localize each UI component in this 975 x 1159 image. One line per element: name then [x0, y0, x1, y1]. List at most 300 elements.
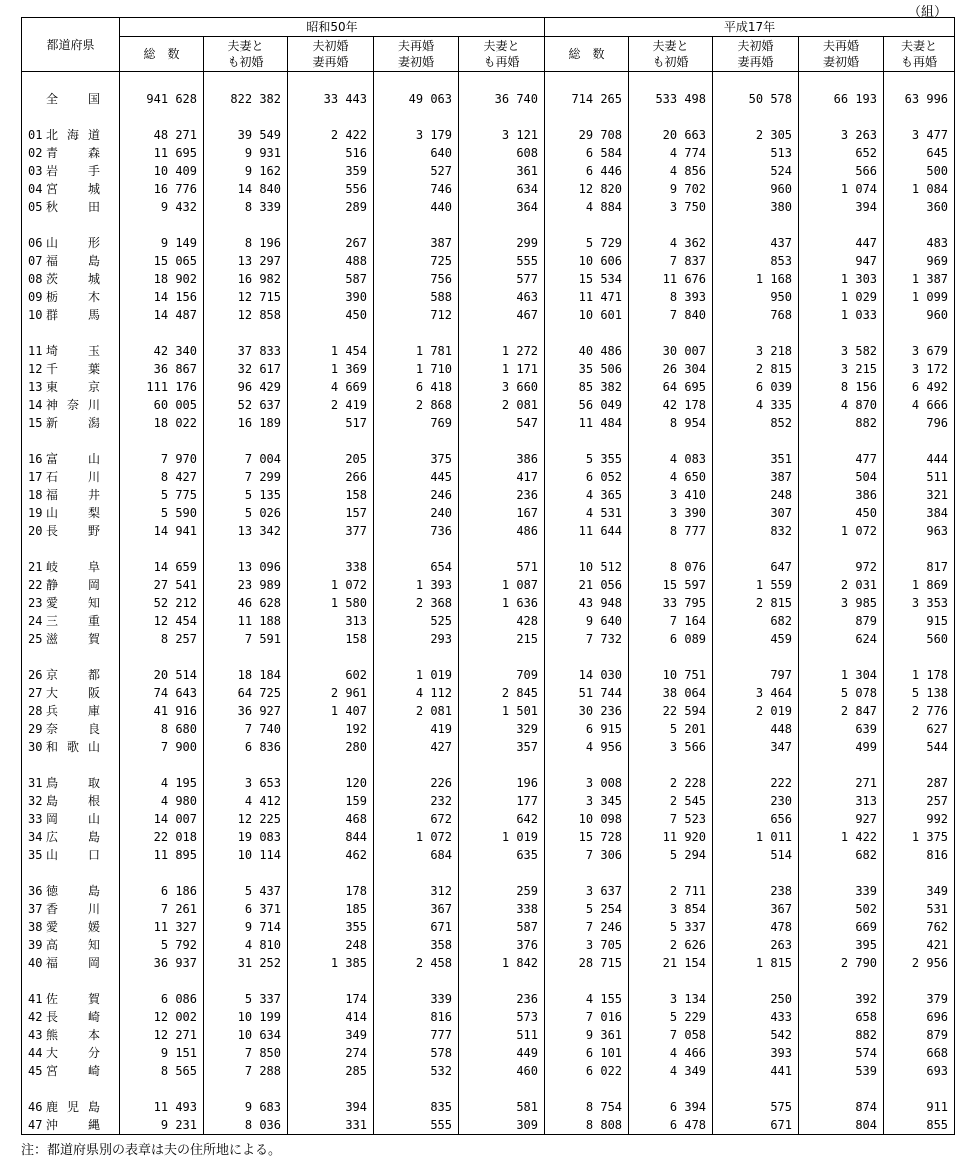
spacer-cell	[545, 1080, 629, 1098]
spacer-cell	[799, 432, 884, 450]
value-cell: 1 369	[288, 360, 374, 378]
value-cell: 555	[374, 1116, 459, 1135]
value-cell: 950	[713, 288, 799, 306]
value-cell: 271	[799, 774, 884, 792]
value-cell: 8 754	[545, 1098, 629, 1116]
value-cell: 386	[459, 450, 545, 468]
value-cell: 822 382	[204, 90, 288, 108]
prefecture-name: 秋田	[46, 200, 100, 214]
prefecture-code: 19	[28, 506, 43, 520]
spacer-cell	[884, 972, 955, 990]
value-cell: 4 669	[288, 378, 374, 396]
header-column	[204, 37, 288, 72]
value-cell: 796	[884, 414, 955, 432]
value-cell: 544	[884, 738, 955, 756]
value-cell: 1 393	[374, 576, 459, 594]
spacer-cell	[629, 1080, 713, 1098]
value-cell: 21 154	[629, 954, 713, 972]
prefecture-name: 神奈川	[46, 398, 100, 412]
table-row	[22, 666, 955, 684]
value-cell: 177	[459, 792, 545, 810]
prefecture-name: 沖縄	[46, 1118, 100, 1132]
spacer-cell	[545, 216, 629, 234]
value-cell: 3 566	[629, 738, 713, 756]
spacer-row	[22, 648, 955, 666]
value-cell: 2 422	[288, 126, 374, 144]
spacer-cell	[204, 432, 288, 450]
spacer-cell	[545, 648, 629, 666]
table-row	[22, 1098, 955, 1116]
prefecture-name: 青森	[46, 146, 100, 160]
prefecture-cell	[22, 630, 120, 648]
value-cell: 556	[288, 180, 374, 198]
value-cell: 28 715	[545, 954, 629, 972]
value-cell: 12 715	[204, 288, 288, 306]
value-cell: 8 156	[799, 378, 884, 396]
value-cell: 10 512	[545, 558, 629, 576]
value-cell: 1 636	[459, 594, 545, 612]
spacer-cell	[374, 216, 459, 234]
value-cell: 5 254	[545, 900, 629, 918]
value-cell: 879	[884, 1026, 955, 1044]
prefecture-cell	[22, 198, 120, 216]
value-cell: 5 590	[120, 504, 204, 522]
prefecture-code: 09	[28, 290, 43, 304]
header-column	[545, 37, 629, 72]
value-cell: 31 252	[204, 954, 288, 972]
prefecture-cell	[22, 576, 120, 594]
value-cell: 9 149	[120, 234, 204, 252]
header-column-line: 夫再婚	[823, 39, 860, 53]
table-row	[22, 1062, 955, 1080]
value-cell: 33 443	[288, 90, 374, 108]
value-cell: 394	[799, 198, 884, 216]
prefecture-code: 34	[28, 830, 43, 844]
value-cell: 23 989	[204, 576, 288, 594]
value-cell: 307	[713, 504, 799, 522]
spacer-cell	[120, 972, 204, 990]
spacer-cell	[22, 1080, 120, 1098]
value-cell: 38 064	[629, 684, 713, 702]
value-cell: 19 083	[204, 828, 288, 846]
spacer-cell	[545, 324, 629, 342]
value-cell: 10 606	[545, 252, 629, 270]
value-cell: 3 121	[459, 126, 545, 144]
value-cell: 2 961	[288, 684, 374, 702]
spacer-cell	[374, 648, 459, 666]
value-cell: 263	[713, 936, 799, 954]
value-cell: 16 776	[120, 180, 204, 198]
value-cell: 459	[713, 630, 799, 648]
value-cell: 513	[713, 144, 799, 162]
value-cell: 3 390	[629, 504, 713, 522]
value-cell: 2 847	[799, 702, 884, 720]
value-cell: 1 099	[884, 288, 955, 306]
prefecture-name: 宮崎	[46, 1064, 100, 1078]
value-cell: 11 188	[204, 612, 288, 630]
value-cell: 1 815	[713, 954, 799, 972]
spacer-row	[22, 972, 955, 990]
table-row	[22, 144, 955, 162]
header-column	[799, 37, 884, 72]
value-cell: 33 795	[629, 594, 713, 612]
spacer-cell	[545, 72, 629, 91]
prefecture-name: 茨城	[46, 272, 100, 286]
value-cell: 3 985	[799, 594, 884, 612]
table-row	[22, 198, 955, 216]
value-cell: 226	[374, 774, 459, 792]
value-cell: 671	[713, 1116, 799, 1135]
value-cell: 6 086	[120, 990, 204, 1008]
spacer-cell	[799, 972, 884, 990]
value-cell: 2 711	[629, 882, 713, 900]
value-cell: 15 728	[545, 828, 629, 846]
spacer-cell	[713, 72, 799, 91]
value-cell: 10 199	[204, 1008, 288, 1026]
prefecture-name: 栃木	[46, 290, 100, 304]
value-cell: 486	[459, 522, 545, 540]
header-column	[288, 37, 374, 72]
prefecture-name: 福島	[46, 254, 100, 268]
table-row	[22, 396, 955, 414]
value-cell: 477	[799, 450, 884, 468]
value-cell: 347	[713, 738, 799, 756]
value-cell: 174	[288, 990, 374, 1008]
value-cell: 274	[288, 1044, 374, 1062]
value-cell: 50 578	[713, 90, 799, 108]
prefecture-name: 広島	[46, 830, 100, 844]
value-cell: 669	[799, 918, 884, 936]
value-cell: 4 666	[884, 396, 955, 414]
value-cell: 7 299	[204, 468, 288, 486]
value-cell: 696	[884, 1008, 955, 1026]
prefecture-name: 兵庫	[46, 704, 100, 718]
value-cell: 11 471	[545, 288, 629, 306]
value-cell: 627	[884, 720, 955, 738]
value-cell: 927	[799, 810, 884, 828]
value-cell: 1 074	[799, 180, 884, 198]
value-cell: 248	[713, 486, 799, 504]
spacer-cell	[459, 432, 545, 450]
value-cell: 8 196	[204, 234, 288, 252]
value-cell: 1 454	[288, 342, 374, 360]
header-column-line: 夫妻と	[901, 39, 938, 53]
value-cell: 555	[459, 252, 545, 270]
value-cell: 1 387	[884, 270, 955, 288]
value-cell: 478	[713, 918, 799, 936]
value-cell: 4 774	[629, 144, 713, 162]
value-cell: 499	[799, 738, 884, 756]
value-cell: 7 058	[629, 1026, 713, 1044]
value-cell: 960	[884, 306, 955, 324]
value-cell: 624	[799, 630, 884, 648]
value-cell: 56 049	[545, 396, 629, 414]
header-column-line: 夫妻と	[652, 39, 689, 53]
value-cell: 267	[288, 234, 374, 252]
prefecture-cell	[22, 378, 120, 396]
value-cell: 5 201	[629, 720, 713, 738]
table-row	[22, 342, 955, 360]
value-cell: 440	[374, 198, 459, 216]
value-cell: 1 168	[713, 270, 799, 288]
value-cell: 367	[374, 900, 459, 918]
prefecture-name: 熊本	[46, 1028, 100, 1042]
spacer-cell	[629, 72, 713, 91]
value-cell: 1 072	[374, 828, 459, 846]
value-cell: 30 007	[629, 342, 713, 360]
value-cell: 746	[374, 180, 459, 198]
value-cell: 16 189	[204, 414, 288, 432]
value-cell: 1 385	[288, 954, 374, 972]
prefecture-name: 徳島	[46, 884, 100, 898]
value-cell: 293	[374, 630, 459, 648]
spacer-cell	[22, 324, 120, 342]
value-cell: 6 915	[545, 720, 629, 738]
value-cell: 634	[459, 180, 545, 198]
header-era: 昭和50年	[120, 18, 545, 37]
value-cell: 647	[713, 558, 799, 576]
value-cell: 390	[288, 288, 374, 306]
table-row	[22, 1008, 955, 1026]
table-row	[22, 504, 955, 522]
prefecture-name: 大分	[46, 1046, 100, 1060]
value-cell: 5 138	[884, 684, 955, 702]
value-cell: 392	[799, 990, 884, 1008]
value-cell: 236	[459, 486, 545, 504]
value-cell: 682	[713, 612, 799, 630]
spacer-cell	[629, 540, 713, 558]
table-row	[22, 126, 955, 144]
header-column	[629, 37, 713, 72]
prefecture-cell	[22, 882, 120, 900]
value-cell: 671	[374, 918, 459, 936]
value-cell: 882	[799, 414, 884, 432]
value-cell: 816	[374, 1008, 459, 1026]
value-cell: 257	[884, 792, 955, 810]
spacer-cell	[884, 1080, 955, 1098]
value-cell: 60 005	[120, 396, 204, 414]
spacer-cell	[459, 108, 545, 126]
prefecture-code: 47	[28, 1118, 43, 1132]
value-cell: 602	[288, 666, 374, 684]
prefecture-code: 36	[28, 884, 43, 898]
value-cell: 3 218	[713, 342, 799, 360]
spacer-cell	[799, 216, 884, 234]
value-cell: 375	[374, 450, 459, 468]
value-cell: 49 063	[374, 90, 459, 108]
value-cell: 7 740	[204, 720, 288, 738]
value-cell: 367	[713, 900, 799, 918]
header-column-line: 総 数	[143, 47, 180, 61]
prefecture-name: 島根	[46, 794, 100, 808]
value-cell: 4 870	[799, 396, 884, 414]
spacer-cell	[204, 108, 288, 126]
value-cell: 5 729	[545, 234, 629, 252]
value-cell: 8 954	[629, 414, 713, 432]
prefecture-name: 富山	[46, 452, 100, 466]
value-cell: 2 815	[713, 360, 799, 378]
table-row	[22, 288, 955, 306]
prefecture-cell	[22, 342, 120, 360]
value-cell: 1 781	[374, 342, 459, 360]
table-row	[22, 918, 955, 936]
prefecture-name: 長崎	[46, 1010, 100, 1024]
spacer-cell	[288, 864, 374, 882]
value-cell: 2 031	[799, 576, 884, 594]
value-cell: 338	[459, 900, 545, 918]
value-cell: 433	[713, 1008, 799, 1026]
value-cell: 635	[459, 846, 545, 864]
table-row	[22, 1116, 955, 1135]
value-cell: 2 790	[799, 954, 884, 972]
spacer-cell	[204, 648, 288, 666]
table-row	[22, 468, 955, 486]
value-cell: 14 840	[204, 180, 288, 198]
spacer-cell	[459, 756, 545, 774]
prefecture-code: 33	[28, 812, 43, 826]
spacer-cell	[545, 756, 629, 774]
prefecture-name: 群馬	[46, 308, 100, 322]
prefecture-cell	[22, 954, 120, 972]
value-cell: 3 854	[629, 900, 713, 918]
prefecture-cell	[22, 504, 120, 522]
table-row	[22, 990, 955, 1008]
prefecture-cell	[22, 1062, 120, 1080]
value-cell: 3 410	[629, 486, 713, 504]
value-cell: 266	[288, 468, 374, 486]
prefecture-code: 05	[28, 200, 43, 214]
value-cell: 7 840	[629, 306, 713, 324]
value-cell: 7 016	[545, 1008, 629, 1026]
value-cell: 6 584	[545, 144, 629, 162]
value-cell: 3 582	[799, 342, 884, 360]
table-row	[22, 774, 955, 792]
value-cell: 7 306	[545, 846, 629, 864]
table-row	[22, 162, 955, 180]
value-cell: 972	[799, 558, 884, 576]
value-cell: 36 937	[120, 954, 204, 972]
spacer-cell	[629, 972, 713, 990]
value-cell: 12 271	[120, 1026, 204, 1044]
prefecture-name: 埼玉	[46, 344, 100, 358]
value-cell: 4 362	[629, 234, 713, 252]
value-cell: 7 900	[120, 738, 204, 756]
value-cell: 361	[459, 162, 545, 180]
spacer-cell	[204, 216, 288, 234]
prefecture-code: 28	[28, 704, 43, 718]
prefecture-name: 高知	[46, 938, 100, 952]
value-cell: 445	[374, 468, 459, 486]
spacer-cell	[713, 216, 799, 234]
value-cell: 9 151	[120, 1044, 204, 1062]
value-cell: 853	[713, 252, 799, 270]
value-cell: 816	[884, 846, 955, 864]
value-cell: 7 164	[629, 612, 713, 630]
value-cell: 351	[713, 450, 799, 468]
value-cell: 36 740	[459, 90, 545, 108]
value-cell: 1 019	[374, 666, 459, 684]
header-column-line: 夫初婚	[737, 39, 774, 53]
prefecture-code: 11	[28, 344, 43, 358]
prefecture-cell	[22, 144, 120, 162]
value-cell: 640	[374, 144, 459, 162]
prefecture-cell	[22, 306, 120, 324]
value-cell: 364	[459, 198, 545, 216]
value-cell: 769	[374, 414, 459, 432]
prefecture-code: 32	[28, 794, 43, 808]
spacer-row	[22, 108, 955, 126]
spacer-cell	[22, 432, 120, 450]
value-cell: 450	[288, 306, 374, 324]
spacer-cell	[799, 324, 884, 342]
prefecture-code: 29	[28, 722, 43, 736]
table-row	[22, 1026, 955, 1044]
value-cell: 15 597	[629, 576, 713, 594]
value-cell: 14 941	[120, 522, 204, 540]
value-cell: 4 349	[629, 1062, 713, 1080]
value-cell: 578	[374, 1044, 459, 1062]
value-cell: 11 695	[120, 144, 204, 162]
spacer-cell	[459, 72, 545, 91]
header-column-line: 妻再婚	[312, 55, 349, 69]
spacer-cell	[459, 540, 545, 558]
prefecture-cell	[22, 180, 120, 198]
value-cell: 9 931	[204, 144, 288, 162]
prefecture-cell	[22, 234, 120, 252]
spacer-cell	[120, 216, 204, 234]
value-cell: 393	[713, 1044, 799, 1062]
value-cell: 14 487	[120, 306, 204, 324]
value-cell: 441	[713, 1062, 799, 1080]
value-cell: 185	[288, 900, 374, 918]
prefecture-name: 東京	[46, 380, 100, 394]
prefecture-cell	[22, 594, 120, 612]
value-cell: 96 429	[204, 378, 288, 396]
prefecture-cell	[22, 828, 120, 846]
prefecture-cell	[22, 162, 120, 180]
prefecture-code: 46	[28, 1100, 43, 1114]
value-cell: 4 112	[374, 684, 459, 702]
spacer-cell	[204, 972, 288, 990]
prefecture-name: 佐賀	[46, 992, 100, 1006]
value-cell: 581	[459, 1098, 545, 1116]
spacer-cell	[545, 972, 629, 990]
value-cell: 10 751	[629, 666, 713, 684]
value-cell: 1 422	[799, 828, 884, 846]
spacer-row	[22, 324, 955, 342]
value-cell: 22 018	[120, 828, 204, 846]
prefecture-name: 長野	[46, 524, 100, 538]
value-cell: 762	[884, 918, 955, 936]
value-cell: 911	[884, 1098, 955, 1116]
header-column	[713, 37, 799, 72]
value-cell: 9 432	[120, 198, 204, 216]
value-cell: 30 236	[545, 702, 629, 720]
value-cell: 5 135	[204, 486, 288, 504]
value-cell: 5 078	[799, 684, 884, 702]
spacer-cell	[629, 324, 713, 342]
value-cell: 215	[459, 630, 545, 648]
value-cell: 1 842	[459, 954, 545, 972]
header-row-columns	[22, 37, 955, 72]
prefecture-cell	[22, 360, 120, 378]
value-cell: 2 956	[884, 954, 955, 972]
table-row	[22, 684, 955, 702]
value-cell: 15 065	[120, 252, 204, 270]
spacer-cell	[459, 1080, 545, 1098]
prefecture-code: 17	[28, 470, 43, 484]
value-cell: 4 856	[629, 162, 713, 180]
